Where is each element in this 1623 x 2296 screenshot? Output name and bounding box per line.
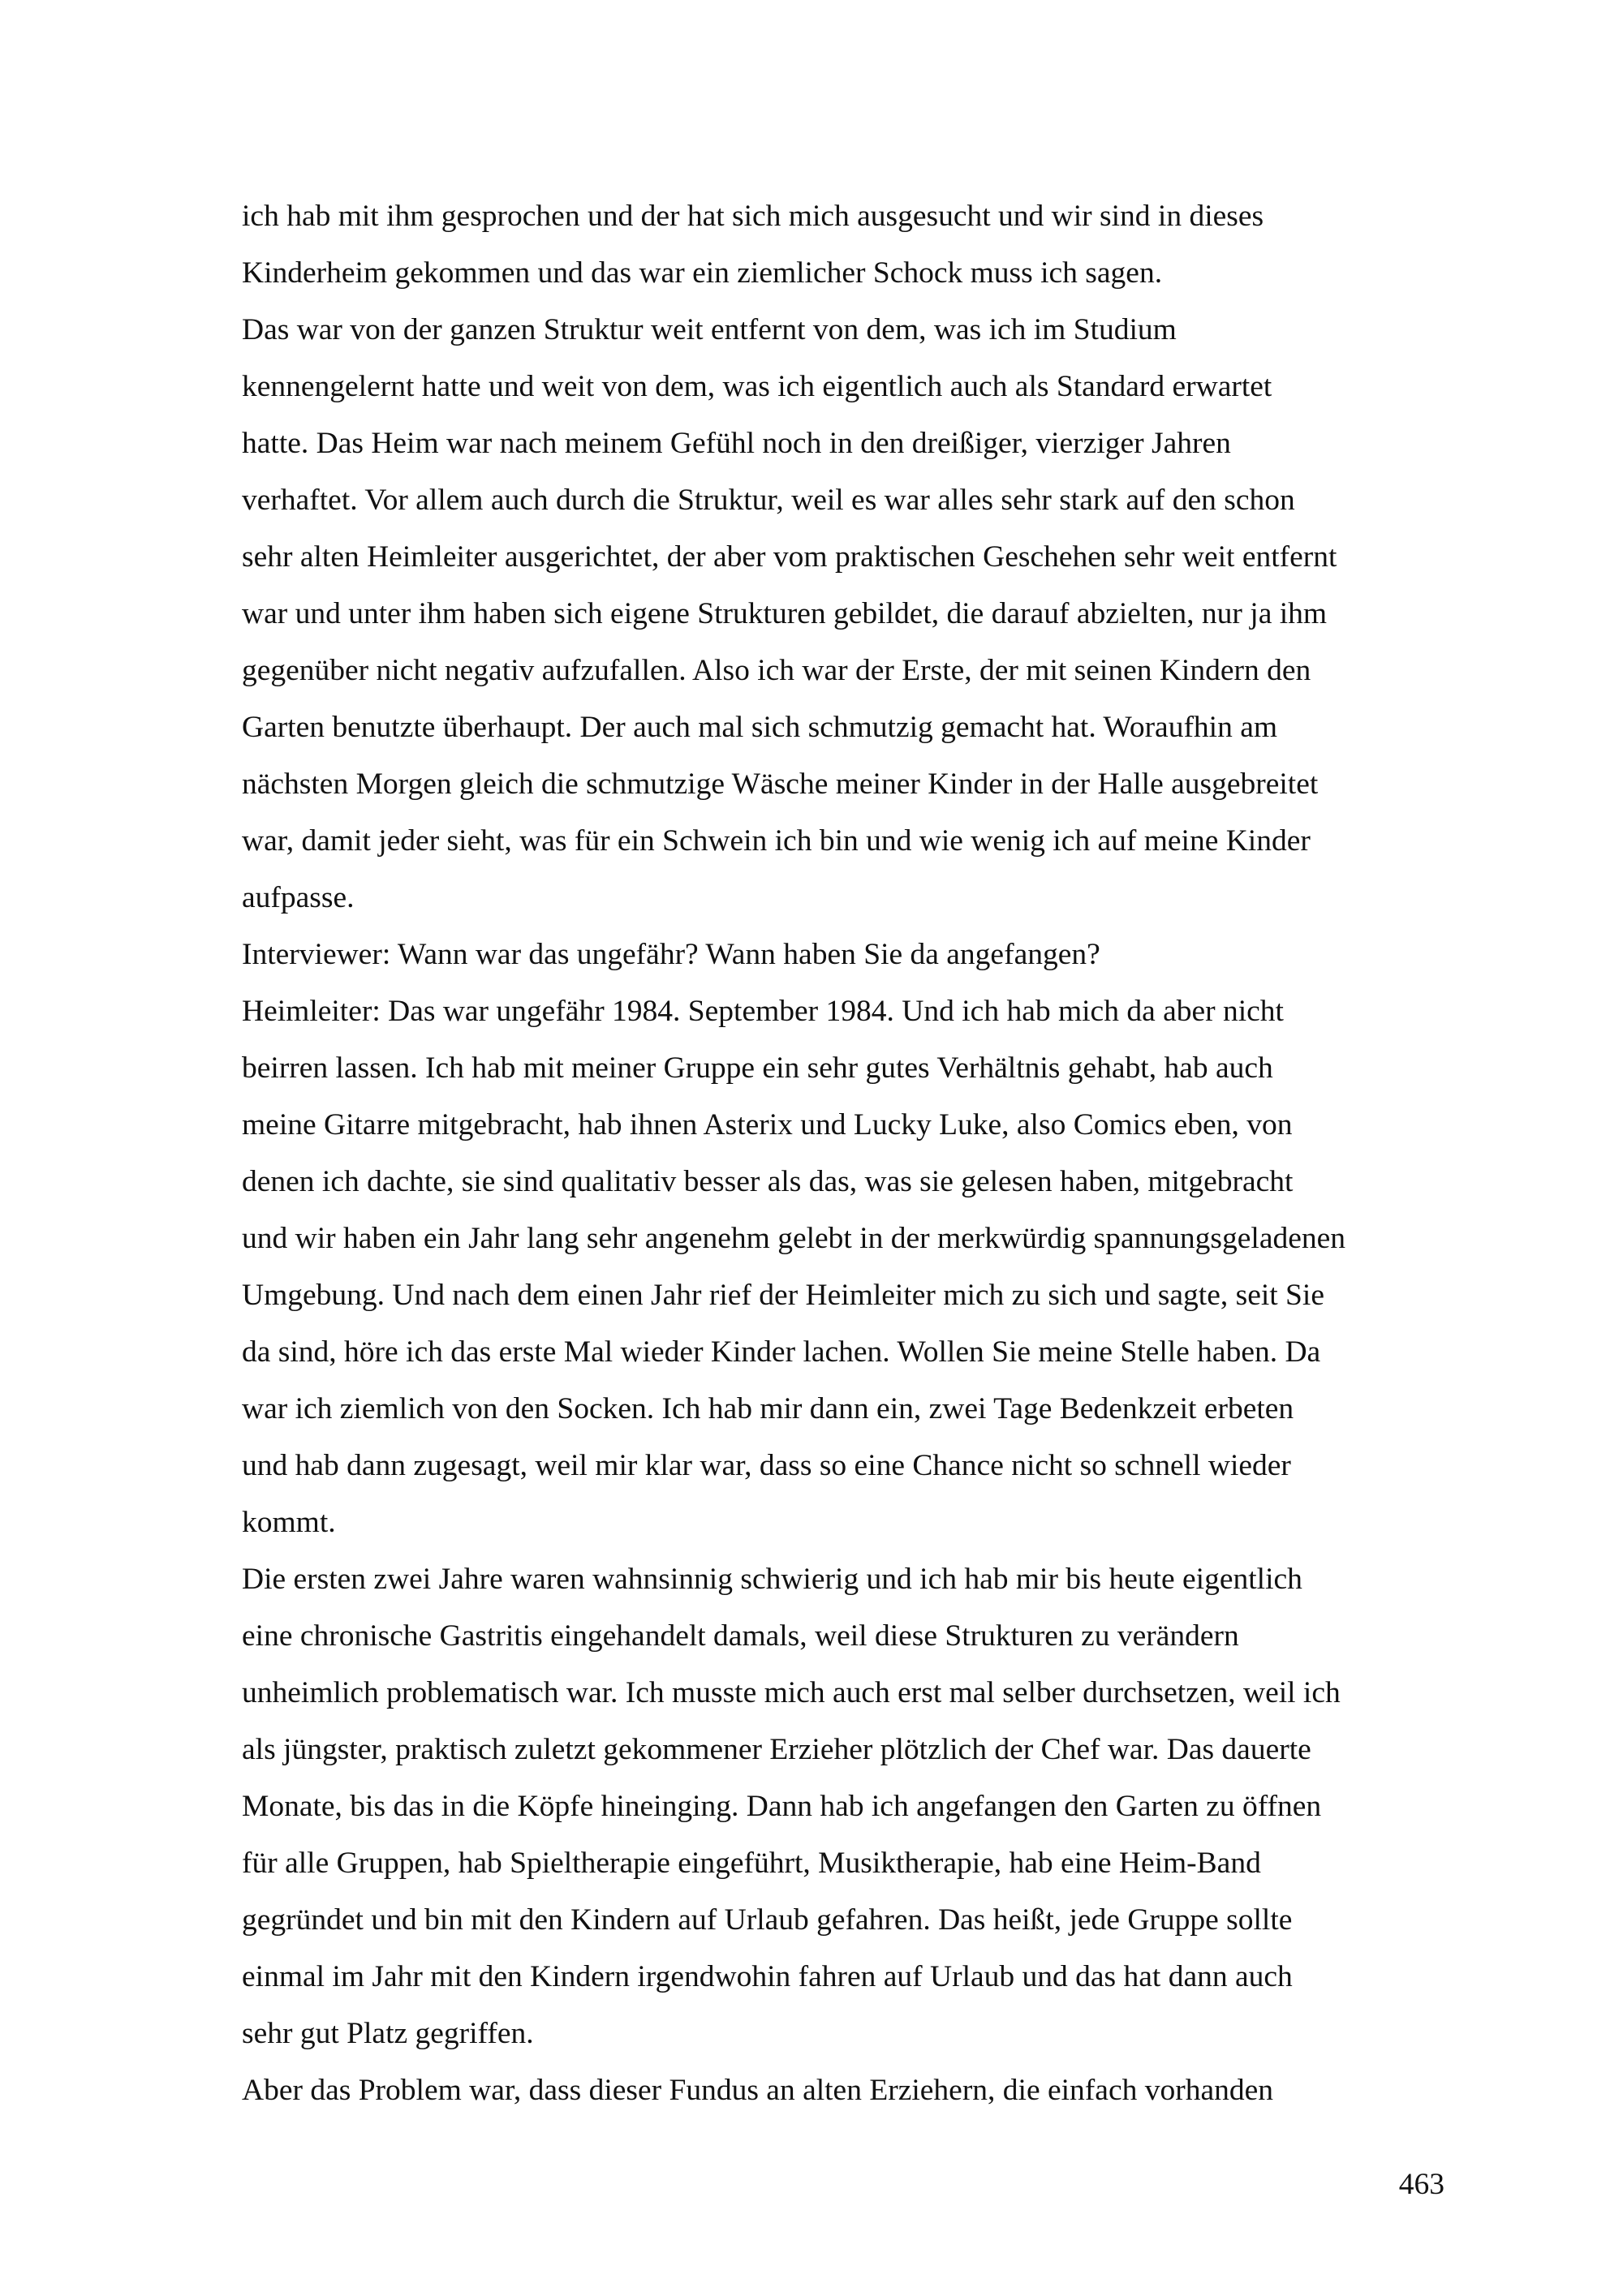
text-line: gegründet und bin mit den Kindern auf Urlaub gefahren. Das heißt, jede Gruppe sollte (242, 1903, 1293, 1937)
text-line: Die ersten zwei Jahre waren wahnsinnig schwierig und ich hab mir bis heute eigentlich (242, 1563, 1302, 1596)
text-line: gegenüber nicht negativ aufzufallen. Also ich war der Erste, der mit seinen Kindern den (242, 654, 1311, 687)
text-line: Garten benutzte überhaupt. Der auch mal sich schmutzig gemacht hat. Woraufhin am (242, 711, 1278, 744)
text-line: als jüngster, praktisch zuletzt gekommener Erzieher plötzlich der Chef war. Das dauerte (242, 1733, 1311, 1766)
text-line: kommt. (242, 1506, 336, 1539)
text-line: unheimlich problematisch war. Ich musste mich auch erst mal selber durchsetzen, weil ich (242, 1676, 1341, 1709)
text-line: beirren lassen. Ich hab mit meiner Gruppe ein sehr gutes Verhältnis gehabt, hab auch (242, 1051, 1273, 1085)
text-line: meine Gitarre mitgebracht, hab ihnen Asterix und Lucky Luke, also Comics eben, von (242, 1108, 1293, 1142)
text-line: sehr gut Platz gegriffen. (242, 2017, 534, 2050)
page-number: 463 (1398, 2168, 1444, 2201)
text-line: ich hab mit ihm gesprochen und der hat sich mich ausgesucht und wir sind in dieses (242, 200, 1264, 233)
text-line: kennengelernt hatte und weit von dem, was ich eigentlich auch als Standard erwartet (242, 370, 1272, 403)
text-line: war ich ziemlich von den Socken. Ich hab mir dann ein, zwei Tage Bedenkzeit erbeten (242, 1392, 1294, 1425)
text-line: hatte. Das Heim war nach meinem Gefühl noch in den dreißiger, vierziger Jahren (242, 427, 1231, 460)
body-text (242, 188, 1459, 2119)
text-line: verhaftet. Vor allem auch durch die Struktur, weil es war alles sehr stark auf den schon (242, 484, 1295, 517)
text-line: nächsten Morgen gleich die schmutzige Wäsche meiner Kinder in der Halle ausgebreitet (242, 767, 1319, 801)
text-line: eine chronische Gastritis eingehandelt damals, weil diese Strukturen zu verändern (242, 1619, 1239, 1653)
text-line: Umgebung. Und nach dem einen Jahr rief der Heimleiter mich zu sich und sagte, seit Sie (242, 1279, 1324, 1312)
text-line: einmal im Jahr mit den Kindern irgendwohin fahren auf Urlaub und das hat dann auch (242, 1960, 1293, 1993)
text-line: und wir haben ein Jahr lang sehr angenehm gelebt in der merkwürdig spannungsgeladenen (242, 1222, 1345, 1255)
text-line: und hab dann zugesagt, weil mir klar war, dass so eine Chance nicht so schnell wieder (242, 1449, 1291, 1482)
text-line: Das war von der ganzen Struktur weit entfernt von dem, was ich im Studium (242, 313, 1177, 346)
text-line: Monate, bis das in die Köpfe hineinging. Dann hab ich angefangen den Garten zu öffnen (242, 1790, 1322, 1823)
text-line: Kinderheim gekommen und das war ein ziemlicher Schock muss ich sagen. (242, 256, 1163, 290)
text-line: denen ich dachte, sie sind qualitativ besser als das, was sie gelesen haben, mitgebracht (242, 1165, 1294, 1198)
text-line: Aber das Problem war, dass dieser Fundus an alten Erziehern, die einfach vorhanden (242, 2074, 1273, 2107)
text-line: Interviewer: Wann war das ungefähr? Wann haben Sie da angefangen? (242, 938, 1100, 971)
text-line: war und unter ihm haben sich eigene Strukturen gebildet, die darauf abzielten, nur ja ihm (242, 597, 1328, 630)
text-line: war, damit jeder sieht, was für ein Schwein ich bin und wie wenig ich auf meine Kinder (242, 824, 1311, 858)
text-line: aufpasse. (242, 881, 355, 914)
text-line: da sind, höre ich das erste Mal wieder Kinder lachen. Wollen Sie meine Stelle haben. Da (242, 1335, 1321, 1369)
text-line: für alle Gruppen, hab Spieltherapie eingeführt, Musiktherapie, hab eine Heim-Band (242, 1847, 1261, 1880)
text-line: Heimleiter: Das war ungefähr 1984. September 1984. Und ich hab mich da aber nicht (242, 995, 1284, 1028)
text-line: sehr alten Heimleiter ausgerichtet, der aber vom praktischen Geschehen sehr weit entfernt (242, 540, 1337, 574)
